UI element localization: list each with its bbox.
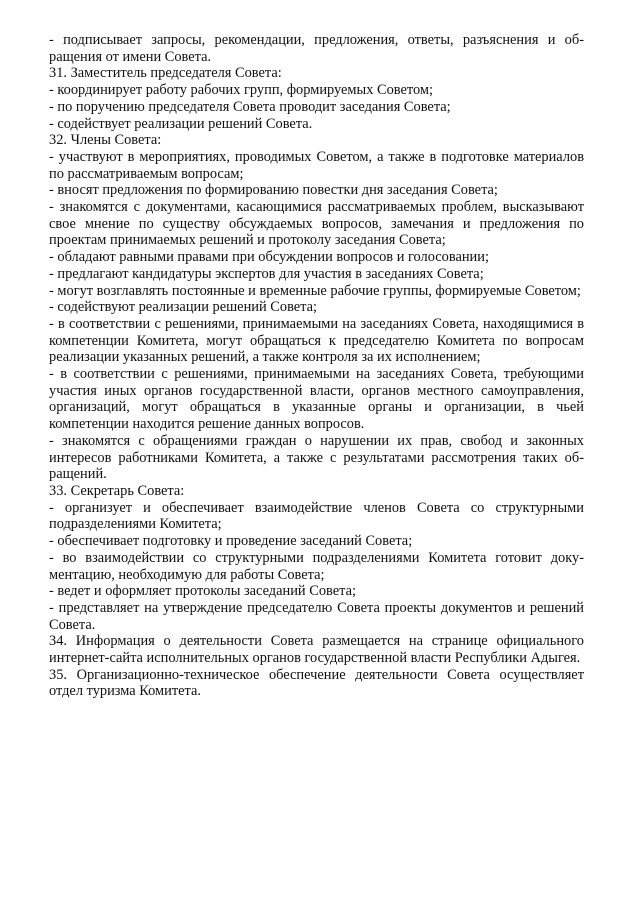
paragraph-promotes-decisions: - содействует реализации решений Совета.: [49, 115, 313, 132]
paragraph-appeal-other-bodies: - в соответствии с решениями, принимаемыми на заседаниях Совета, требующими участия иных органов государственной власти, органов местного самоуправления, организаций, могут обращаться в указанные органы и организации, в чьей компетенции находится решение данных вопросов.: [49, 366, 584, 433]
paragraph-prepares-documentation: - во взаимодействии со структурными подразделениями Комитета готовит документацию, необходимую для работы Совета;: [49, 549, 584, 583]
section-32-heading: 32. Члены Совета:: [49, 132, 162, 149]
paragraph-equal-rights: - обладают равными правами при обсуждении вопросов и голосовании;: [49, 249, 489, 266]
paragraph-conducts-meetings: - по поручению председателя Совета проводит заседания Совета;: [49, 98, 451, 115]
paragraph-citizen-appeals: - знакомятся с обращениями граждан о нарушении их прав, свобод и законных интересов работниками Комитета, а также с результатами рассмотрения таких обращений.: [49, 432, 584, 483]
paragraph-lead-working-groups: - могут возглавлять постоянные и временные рабочие группы, формируемые Советом;: [49, 282, 581, 299]
paragraph-submits-drafts: - представляет на утверждение председателю Совета проекты документов и решений Совета.: [49, 599, 584, 633]
section-35-paragraph: 35. Организационно-техническое обеспечение деятельности Совета осуществляет отдел туризма Комитета.: [49, 666, 584, 700]
paragraph-prepares-meetings: - обеспечивает подготовку и проведение заседаний Совета;: [49, 533, 413, 550]
section-34-paragraph: 34. Информация о деятельности Совета размещается на странице официального интернет-сайта исполнительных органов государственной власти Республики Адыгея.: [49, 633, 584, 667]
paragraph-signs-requests: - подписывает запросы, рекомендации, предложения, ответы, разъяснения и обращения от имени Совета.: [49, 32, 584, 65]
paragraph-organizes-interaction: - организует и обеспечивает взаимодействие членов Совета со структурными подразделениями Комитета;: [49, 499, 584, 533]
paragraph-review-documents: - знакомятся с документами, касающимися рассматриваемых проблем, высказывают свое мнение по существу обсуждаемых вопросов, замечания и предложения по проектам принимаемых решений и протоколу заседания Совета;: [49, 199, 584, 249]
section-33-heading: 33. Секретарь Совета:: [49, 482, 185, 499]
paragraph-appeal-committee-chair: - в соответствии с решениями, принимаемыми на заседаниях Совета, находящимися в компетенции Комитета, могут обращаться к председателю Комитета по вопросам реализации указанных решений, а также контроля за их исполнением;: [49, 315, 584, 366]
paragraph-participate-events: - участвуют в мероприятиях, проводимых Советом, а также в подготовке материалов по рассматриваемым вопросам;: [49, 148, 584, 182]
section-31-heading: 31. Заместитель председателя Совета:: [49, 65, 282, 82]
paragraph-propose-experts: - предлагают кандидатуры экспертов для участия в заседаниях Совета;: [49, 265, 484, 282]
paragraph-agenda-proposals: - вносят предложения по формированию повестки дня заседания Совета;: [49, 182, 498, 199]
paragraph-promote-decisions-members: - содействуют реализации решений Совета;: [49, 299, 318, 316]
paragraph-coordinates-groups: - координирует работу рабочих групп, формируемых Советом;: [49, 82, 434, 99]
paragraph-keeps-minutes: - ведет и оформляет протоколы заседаний Совета;: [49, 583, 356, 600]
